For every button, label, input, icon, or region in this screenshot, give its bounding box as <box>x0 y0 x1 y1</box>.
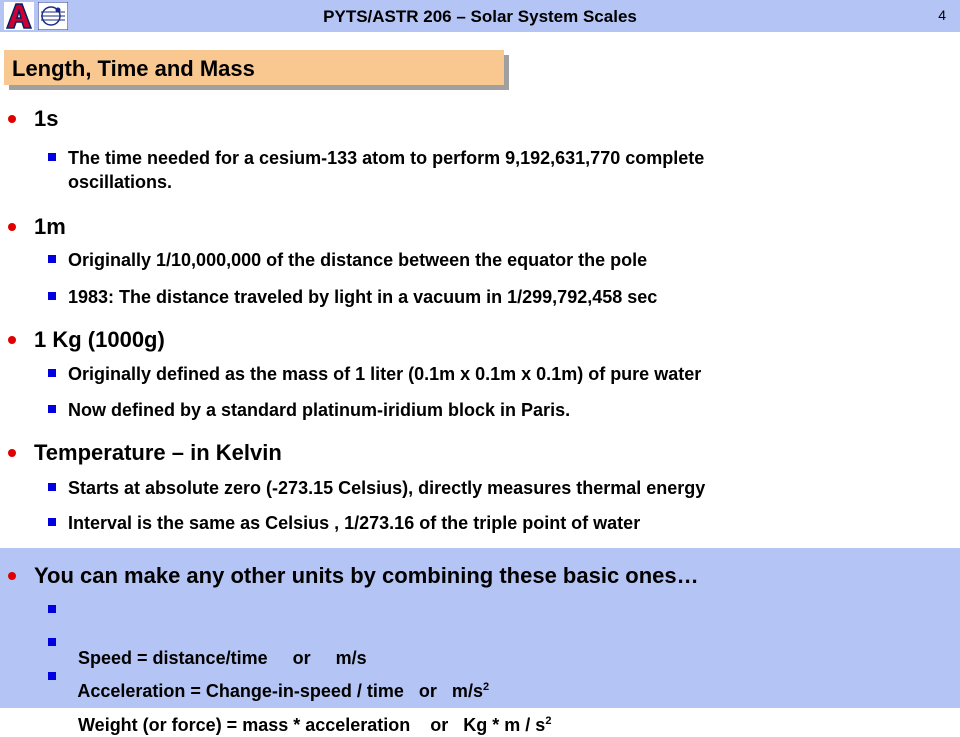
sub-bullet-text: Speed = distance/time or m/s <box>78 648 367 668</box>
red-bullet-icon <box>8 223 16 231</box>
blue-bullet-icon <box>48 638 56 646</box>
bullet-label: 1m <box>34 214 66 239</box>
page-number: 4 <box>938 7 946 23</box>
sub-bullet-text: Now defined by a standard platinum-iridium block in Paris. <box>68 400 571 420</box>
section-title: Length, Time and Mass <box>12 56 255 81</box>
bullet-label: 1s <box>34 106 59 131</box>
sub-bullet-line: The time needed for a cesium-133 atom to perform 9,192,631,770 complete <box>68 148 705 168</box>
section-heading <box>4 50 509 88</box>
red-bullet-icon <box>8 572 16 580</box>
superscript-exponent: 2 <box>482 681 490 693</box>
sub-bullet-kg-now <box>68 398 570 422</box>
sub-bullet-text: Originally 1/10,000,000 of the distance between the equator the pole <box>68 250 648 270</box>
sub-bullet-kg-original <box>68 362 701 386</box>
bullet-1s <box>34 106 58 132</box>
blue-bullet-icon <box>48 672 56 680</box>
superscript-exponent: 2 <box>545 715 552 727</box>
bullet-1m <box>34 214 66 240</box>
sub-bullet-absolute-zero <box>68 476 705 500</box>
sub-bullet-text: 1983: The distance traveled by light in a vacuum in 1/299,792,458 sec <box>68 287 658 307</box>
sub-bullet-text: Originally defined as the mass of 1 liter (0.1m x 0.1m x 0.1m) of pure water <box>68 364 702 384</box>
section-heading-box <box>4 50 504 85</box>
sub-bullet-weight <box>68 665 551 737</box>
bullet-label: Temperature – in Kelvin <box>34 440 282 465</box>
blue-bullet-icon <box>48 483 56 491</box>
bullet-kilogram <box>34 327 165 353</box>
sub-bullet-cesium <box>68 146 704 194</box>
blue-bullet-icon <box>48 405 56 413</box>
sub-bullet-text: Interval is the same as Celsius , 1/273.16 of the triple point of water <box>68 513 641 533</box>
header-bar <box>0 0 960 32</box>
blue-bullet-icon <box>48 153 56 161</box>
blue-bullet-icon <box>48 518 56 526</box>
red-bullet-icon <box>8 115 16 123</box>
bullet-label: 1 Kg (1000g) <box>34 327 165 352</box>
bullet-temperature <box>34 440 282 466</box>
sub-bullet-text: Starts at absolute zero (-273.15 Celsius), directly measures thermal energy <box>68 478 706 498</box>
sub-bullet-meter-1983 <box>68 285 657 309</box>
bullet-label: You can make any other units by combining these basic ones… <box>34 563 699 588</box>
blue-bullet-icon <box>48 605 56 613</box>
red-bullet-icon <box>8 449 16 457</box>
red-bullet-icon <box>8 336 16 344</box>
sub-bullet-text: Weight (or force) = mass * acceleration or Kg * m / s <box>78 715 546 735</box>
sub-bullet-interval <box>68 511 640 535</box>
blue-bullet-icon <box>48 369 56 377</box>
blue-bullet-icon <box>48 292 56 300</box>
bullet-derived-units <box>34 563 699 589</box>
header-title: PYTS/ASTR 206 – Solar System Scales <box>323 7 637 26</box>
sub-bullet-meter-original <box>68 248 647 272</box>
sub-bullet-line: oscillations. <box>68 172 173 192</box>
sub-bullet-text: Acceleration = Change-in-speed / time or m/s <box>77 681 483 701</box>
blue-bullet-icon <box>48 255 56 263</box>
